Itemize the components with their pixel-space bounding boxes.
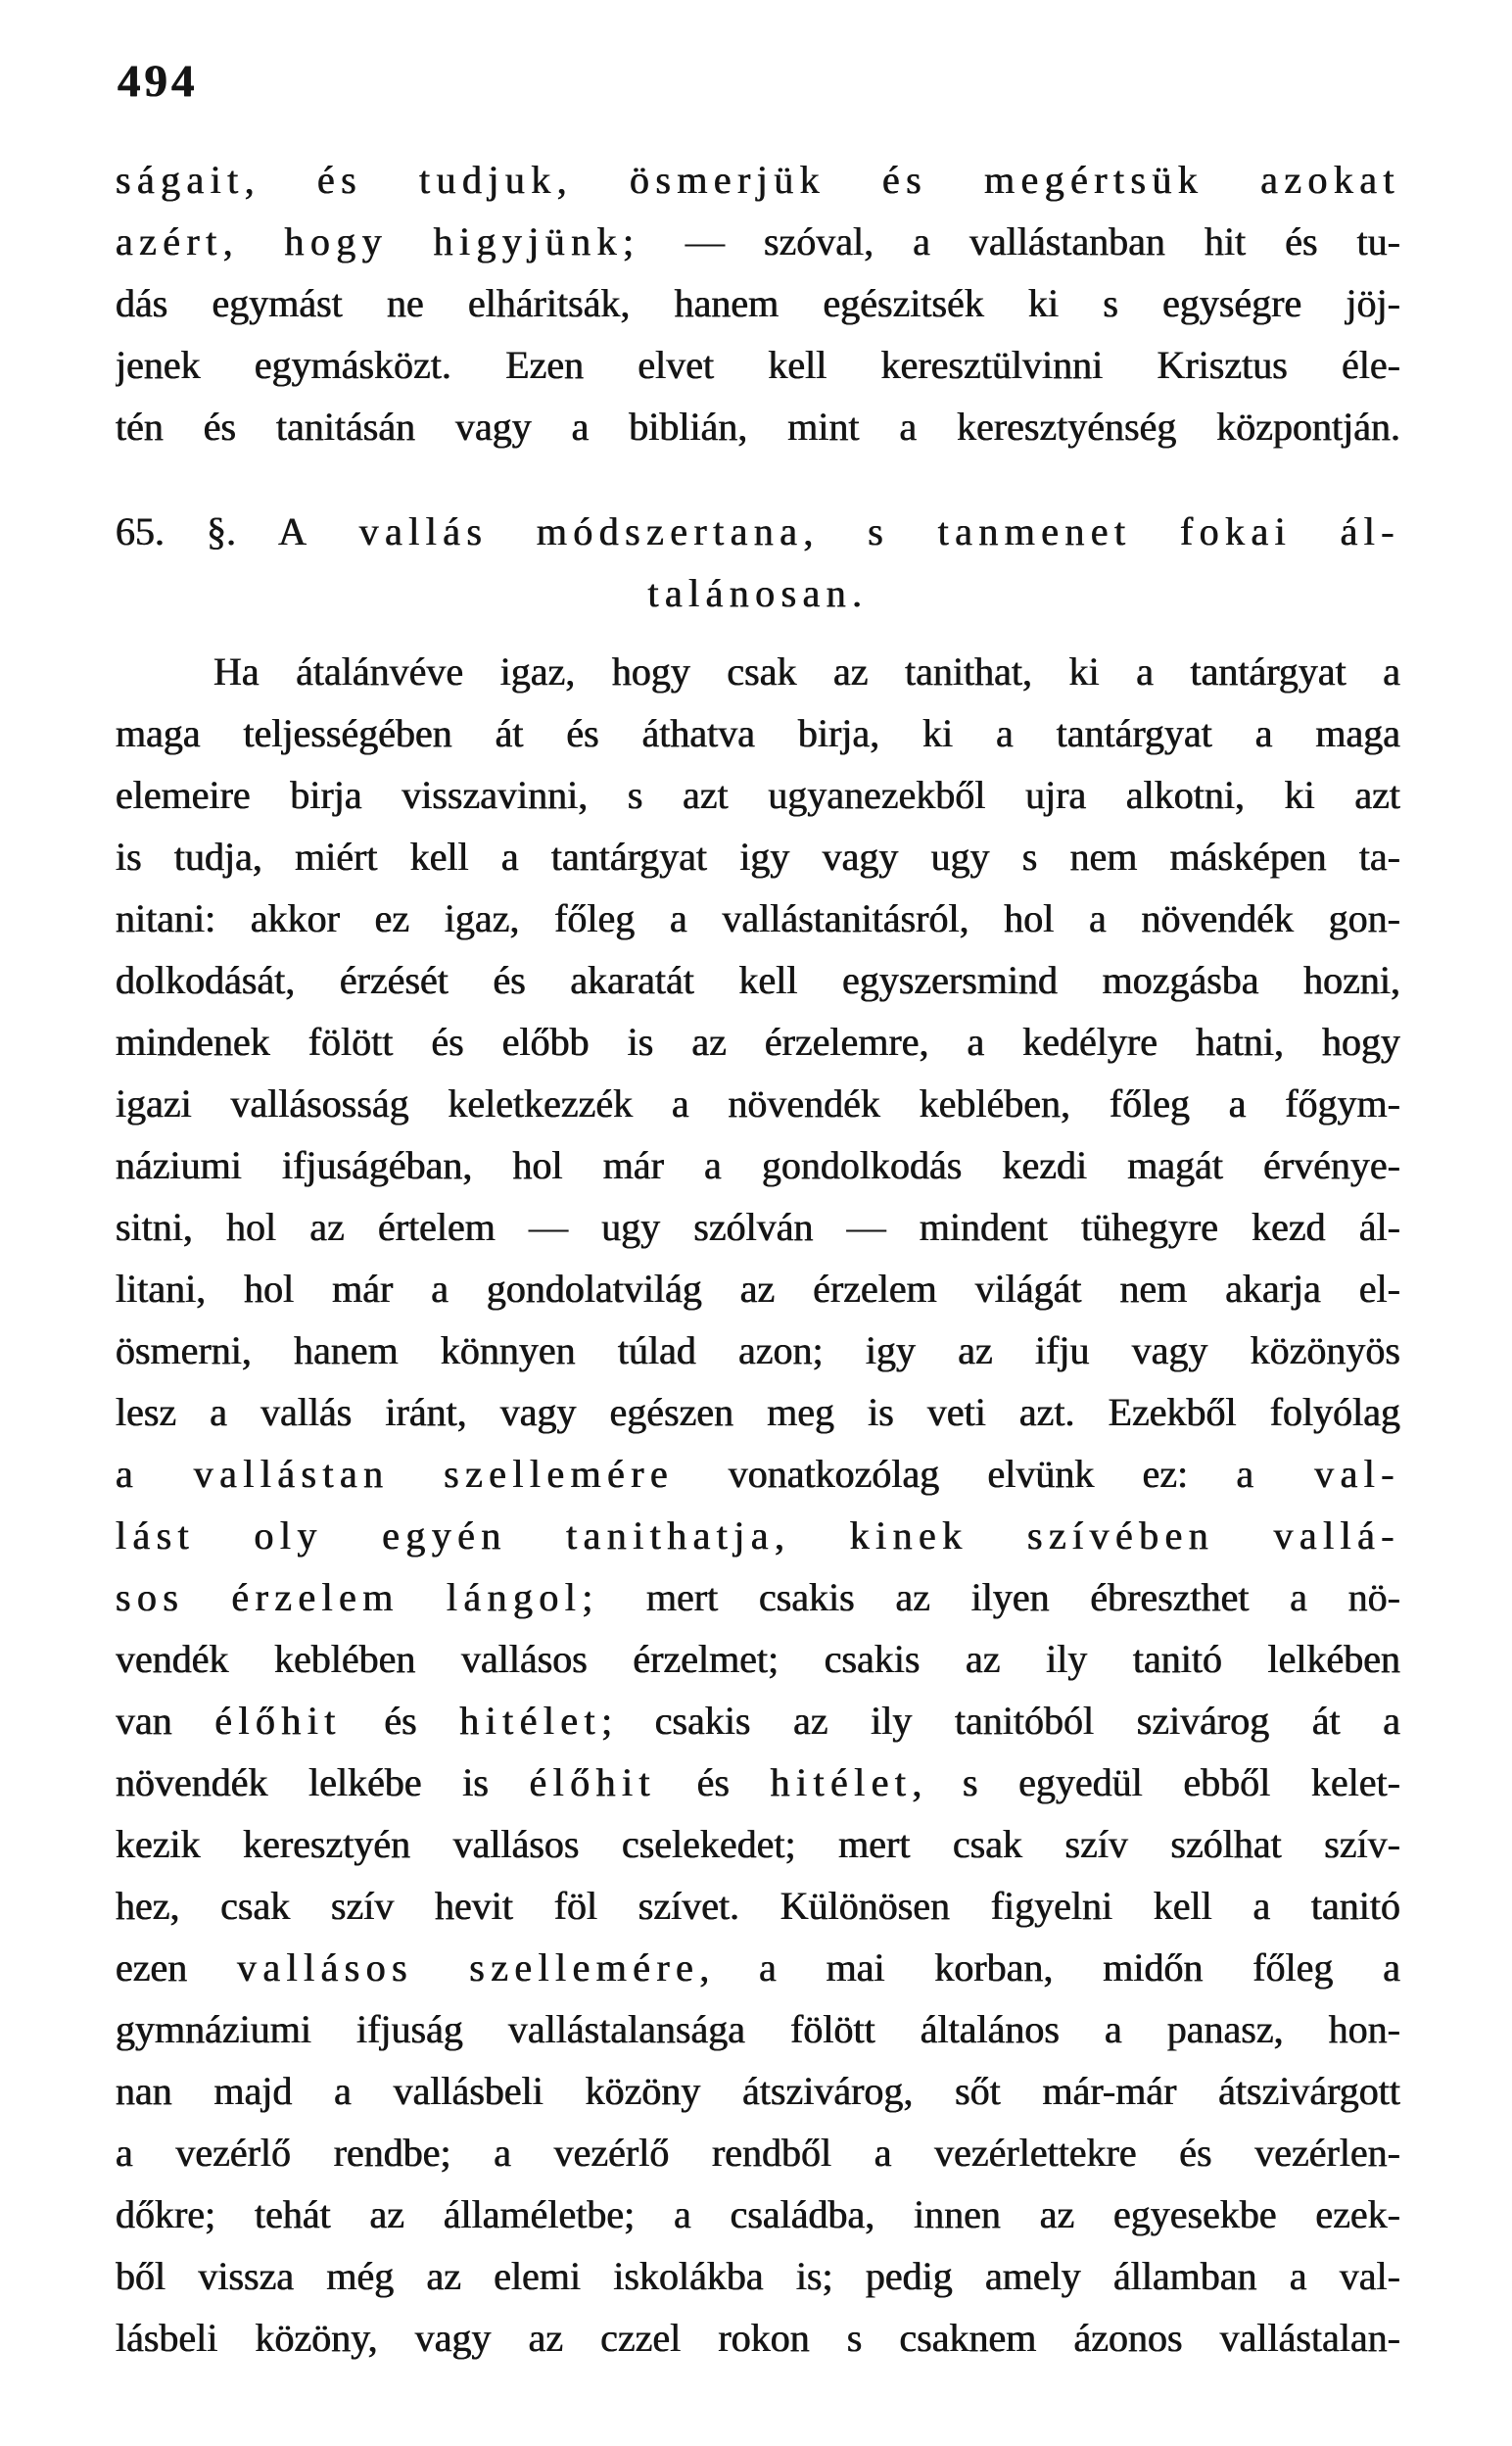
text-line (116, 1566, 1400, 1628)
text-run: gymnáziumi ifjuság vallástalansága fölött általános a panasz, hon- (116, 2007, 1400, 2051)
letterspaced-run: A vallás módszertana, s tanmenet fokai ál- (278, 509, 1400, 553)
text-run: litani, hol már a gondolatvilág az érzelem világát nem akarja el- (116, 1267, 1400, 1311)
letterspaced-run: a val- (1236, 1452, 1400, 1496)
text-run: 65. §. (116, 509, 279, 553)
text-line (116, 1381, 1400, 1443)
text-run: ből vissza még az elemi iskolákba is; pedig amely államban a val- (116, 2254, 1400, 2298)
text-line (116, 1875, 1400, 1937)
text-run: vendék keblében vallásos érzelmet; csakis az ily tanitó lelkében (116, 1637, 1400, 1681)
text-run: és (341, 1699, 460, 1743)
section-heading-line-2 (116, 562, 1400, 624)
text-line (116, 826, 1400, 887)
text-run: Ha átalánvéve igaz, hogy csak az tanithat, ki a tantárgyat a (213, 649, 1400, 694)
text-line (116, 2307, 1400, 2369)
text-line (116, 1258, 1400, 1319)
text-line (116, 1628, 1400, 1690)
text-run: , a mai korban, midőn főleg a (699, 1945, 1400, 1990)
text-run: vonatkozólag elvünk ez: (728, 1452, 1237, 1496)
text-run: nitani: akkor ez igaz, főleg a vallástanitásról, hol a növendék gon- (116, 896, 1400, 940)
text-run: elemeire birja visszavinni, s azt ugyanezekből ujra alkotni, ki azt (116, 773, 1400, 817)
text-line (116, 702, 1400, 764)
text-line (116, 1134, 1400, 1196)
text-run: mert csakis az ilyen ébreszthet a nö- (645, 1575, 1400, 1619)
text-run: lesz a vallás iránt, vagy egészen meg is veti azt. Ezekből folyólag (116, 1390, 1400, 1434)
text-line (116, 2245, 1400, 2307)
letterspaced-run: azért, hogy higyjünk; (116, 219, 685, 264)
text-run: náziumi ifjuságéban, hol már a gondolkodás kezdi magát érvénye- (116, 1143, 1400, 1187)
text-line (116, 1813, 1400, 1875)
text-run: és (656, 1760, 771, 1804)
text-line (116, 2122, 1400, 2183)
letterspaced-run: vallásos szellemére (237, 1945, 700, 1990)
text-line (116, 1011, 1400, 1073)
letterspaced-run: hitélet (459, 1699, 602, 1743)
text-line (116, 887, 1400, 949)
text-line (116, 2060, 1400, 2122)
text-line (116, 1196, 1400, 1258)
text-line (116, 2183, 1400, 2245)
letterspaced-run: talánosan. (647, 571, 869, 615)
text-line (116, 334, 1400, 396)
letterspaced-run: sos érzelem lángol; (116, 1575, 646, 1619)
text-run: ezen (116, 1945, 238, 1990)
text-line (116, 949, 1400, 1011)
text-run: is tudja, miért kell a tantárgyat igy vagy ugy s nem másképen ta- (116, 835, 1400, 879)
text-run: , s egyedül ebből kelet- (912, 1760, 1400, 1804)
text-run: dolkodását, érzését és akaratát kell egyszersmind mozgásba hozni, (116, 958, 1400, 1002)
text-line (116, 272, 1400, 334)
text-run: kezik keresztyén vallásos cselekedet; mert csak szív szólhat szív- (116, 1822, 1400, 1866)
text-run: a vezérlő rendbe; a vezérlő rendből a vezérlettekre és vezérlen- (116, 2131, 1400, 2175)
letterspaced-run: lást oly egyén tanithatja, kinek szívében vallá- (116, 1513, 1400, 1558)
letterspaced-run: hitélet (770, 1760, 913, 1804)
text-run: hez, csak szív hevit föl szívet. Különösen figyelni kell a tanitó (116, 1884, 1400, 1928)
text-run: dőkre; tehát az államéletbe; a családba, innen az egyesekbe ezek- (116, 2192, 1400, 2236)
text-run: tén és tanitásán vagy a biblián, mint a keresztyénség központján. (116, 405, 1400, 449)
text-line (116, 1319, 1400, 1381)
text-run: — szóval, a vallástanban hit és tu- (685, 219, 1400, 264)
text-run: ösmerni, hanem könnyen túlad azon; igy az ifju vagy közönyös (116, 1328, 1400, 1372)
text-line (116, 1751, 1400, 1813)
text-line (116, 764, 1400, 826)
text-line (116, 396, 1400, 457)
text-run: ; csakis az ily tanitóból szivárog át a (601, 1699, 1400, 1743)
section-heading-line-1 (116, 501, 1400, 562)
text-run: sitni, hol az értelem — ugy szólván — mindent tühegyre kezd ál- (116, 1205, 1400, 1249)
text-line (116, 211, 1400, 272)
text-column (116, 149, 1400, 2369)
text-run: igazi vallásosság keletkezzék a növendék keblében, főleg a főgym- (116, 1081, 1400, 1126)
text-run: maga teljességében át és áthatva birja, ki a tantárgyat a maga (116, 711, 1400, 755)
text-run: van (116, 1699, 215, 1743)
text-run: mindenek fölött és előbb is az érzelemre, a kedélyre hatni, hogy (116, 1020, 1400, 1064)
text-line (116, 1998, 1400, 2060)
letterspaced-run: élőhit (214, 1699, 342, 1743)
text-line (116, 149, 1400, 211)
letterspaced-run: ságait, és tudjuk, ösmerjük és megértsük azokat (116, 158, 1400, 202)
text-line (116, 1073, 1400, 1134)
text-line (116, 1443, 1400, 1505)
text-run: jenek egymásközt. Ezen elvet kell keresztülvinni Krisztus éle- (116, 343, 1400, 387)
text-line (116, 641, 1400, 702)
text-run: lásbeli közöny, vagy az czzel rokon s csaknem ázonos vallástalan- (116, 2316, 1400, 2360)
text-run: növendék lelkébe is (116, 1760, 530, 1804)
page-number: 494 (118, 56, 199, 107)
text-run: dás egymást ne elháritsák, hanem egészitsék ki s egységre jöj- (116, 281, 1400, 325)
letterspaced-run: élőhit (529, 1760, 657, 1804)
text-run: nan majd a vallásbeli közöny átszivárog, sőt már-már átszivárgott (116, 2069, 1400, 2113)
letterspaced-run: a vallástan szellemére (116, 1452, 729, 1496)
text-line (116, 1690, 1400, 1751)
text-line (116, 1937, 1400, 1998)
text-line (116, 1505, 1400, 1566)
